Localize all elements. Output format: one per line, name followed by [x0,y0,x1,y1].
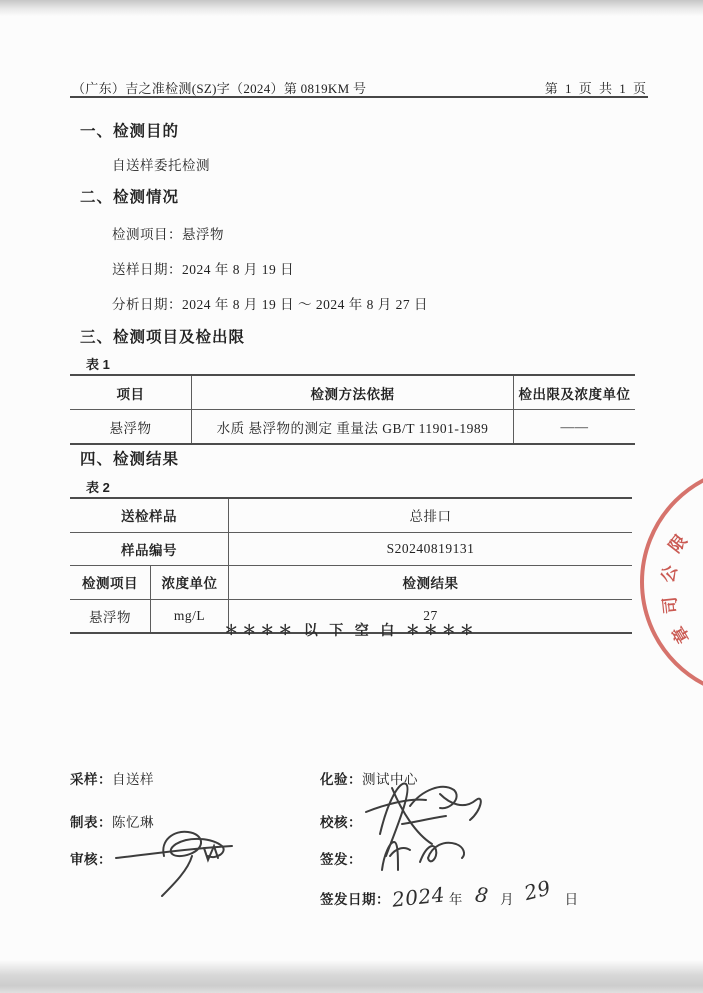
table2-header-item: 检测项目 [82,576,138,592]
check-line [320,811,362,831]
issue-signature [372,832,482,880]
issue-date-label: 签发日期： [320,892,390,907]
seal-char: 公 [657,563,681,585]
table2-cell-result: 27 [228,600,632,633]
section4-title: 四、检测结果 [80,451,180,468]
table-row [70,376,635,410]
sample-id-label: 样品编号 [121,542,177,558]
lab-value: 测试中心 [362,772,418,787]
section1-content: 自送样委托检测 [112,158,210,173]
sample-id-value: S20240819131 [228,533,632,566]
year-unit: 年 [448,892,463,907]
table1-header-limit: 检出限及浓度单位 [513,376,635,409]
table1-cell-limit: —— [513,410,635,443]
issue-date-line [320,875,579,912]
day-unit: 日 [564,892,579,907]
table-row [70,410,635,443]
table-row [70,499,632,533]
header-rule [70,96,648,98]
tabulation-label: 制表： [70,815,112,830]
header-page-info: 第 1 页 共 1 页 [544,81,648,96]
check-label: 校核： [320,815,362,830]
table1-cell-item: 悬浮物 [109,420,152,436]
table2-label: 表 2 [86,480,110,495]
table1-header-method: 检测方法依据 [191,376,513,409]
issue-date-month-handwritten: 8 [473,882,490,908]
scan-edge-top [0,0,703,16]
tabulation-value: 陈忆琳 [112,815,154,830]
header-doc-number: （广东）吉之准检测(SZ)字（2024）第 0819KM 号 [72,81,367,96]
seal-char: 司 [660,595,681,615]
review-signature [112,822,262,902]
table1-label: 表 1 [86,357,110,372]
table2-cell-unit: mg/L [150,600,228,633]
table-row [70,566,632,600]
scan-edge-bottom [0,960,703,993]
section3-title: 三、检测项目及检出限 [80,329,246,346]
sampling-line [70,768,154,788]
analysis-date-line: 分析日期：2024 年 8 月 19 日 ～ 2024 年 8 月 27 日 [112,297,428,312]
issue-label: 签发： [320,852,362,867]
sample-name-label: 送检样品 [121,509,177,525]
sample-date-line: 送样日期：2024 年 8 月 19 日 [112,262,295,277]
sampling-label: 采样： [70,772,112,787]
month-unit: 月 [500,892,515,907]
issue-date-day-handwritten: 29 [521,875,554,906]
table2-header-result: 检测结果 [228,566,632,599]
seal-char: 限 [665,531,691,557]
lab-label: 化验： [320,772,362,787]
review-label: 审核： [70,852,112,867]
table-row [70,533,632,567]
table-results [70,497,632,634]
section2-title: 二、检测情况 [80,189,180,206]
sample-name-value: 总排口 [228,499,632,532]
table2-cell-item: 悬浮物 [89,609,131,625]
table1-cell-method: 水质 悬浮物的测定 重量法 GB/T 11901-1989 [191,410,513,443]
blank-below-note: ＊＊＊＊ 以 下 空 白 ＊＊＊＊ [224,624,478,639]
table2-header-unit: 浓度单位 [150,566,228,599]
table1-header-item: 项目 [116,386,145,402]
section1-title: 一、检测目的 [80,123,180,140]
sampling-value: 自送样 [112,772,154,787]
review-line [70,848,112,868]
seal-char: 章 [668,622,694,647]
issue-date-year-handwritten: 2024 [390,882,447,912]
test-item-line: 检测项目：悬浮物 [112,227,224,242]
table-detection-limits [70,374,635,445]
issue-line [320,848,362,868]
